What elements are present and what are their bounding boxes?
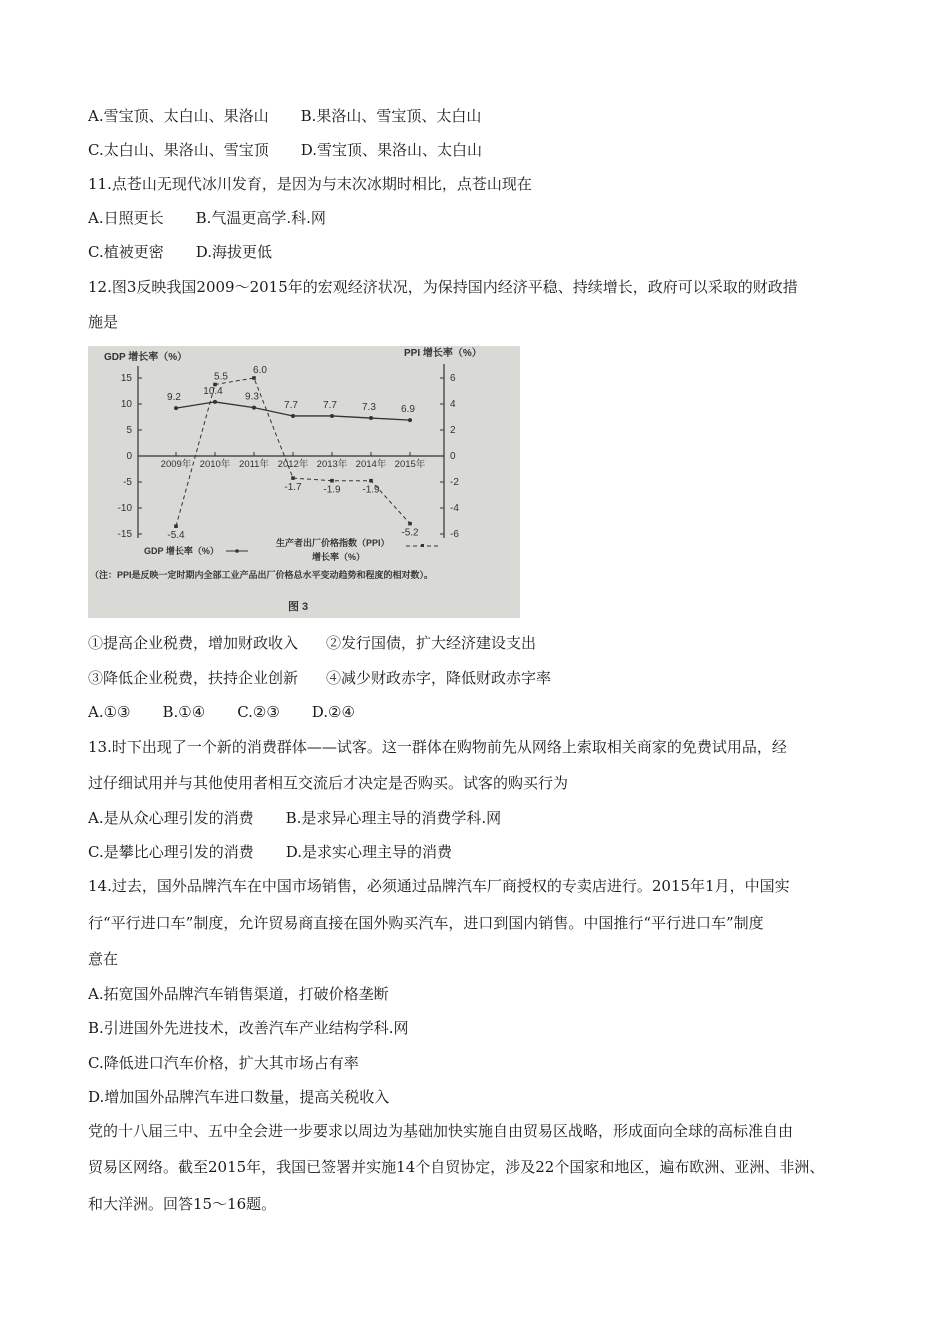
x-tick-label: 2015年 <box>394 459 426 470</box>
left-tick-label: -15 <box>117 529 132 540</box>
ppi-data-label: -1.7 <box>284 482 302 494</box>
right-axis-label: PPI 增长率（%） <box>404 348 482 359</box>
right-tick-label: 0 <box>450 451 456 462</box>
q12-item-2: ②发行国债，扩大经济建设支出 <box>326 634 537 652</box>
q10-options-row-1 <box>88 106 481 126</box>
q12-options <box>88 702 355 722</box>
q10-option-d[interactable]: D.雪宝顶、果洛山、太白山 <box>300 141 482 159</box>
passage-line-2: 贸易区网络。截至2015年，我国已签署并实施14个自贸协定，涉及22个国家和地区，遍布欧洲、亚洲、非洲、 <box>88 1158 825 1176</box>
ppi-data-label: -1.9 <box>323 484 341 496</box>
x-tick-label: 2011年 <box>239 459 269 470</box>
left-tick-label: -10 <box>117 503 132 514</box>
q12-item-1: ①提高企业税费，增加财政收入 <box>88 634 299 652</box>
gdp-data-label: 7.7 <box>284 399 298 411</box>
gdp-point <box>330 414 334 418</box>
left-axis-label: GDP 增长率（%） <box>104 352 188 363</box>
chart-note: （注：PPI是反映一定时期内全部工业产品出厂价格总水平变动趋势和程度的相对数）。 <box>90 570 434 580</box>
q12-items-row-1 <box>88 633 536 653</box>
gdp-data-label: 7.7 <box>323 399 337 411</box>
figure-caption: 图 3 <box>288 601 309 613</box>
x-tick-label: 2009年 <box>160 459 192 470</box>
right-tick-label: 6 <box>450 373 456 384</box>
q12-item-4: ④减少财政赤字，降低财政赤字率 <box>326 669 552 687</box>
gdp-data-label: 7.3 <box>362 402 376 414</box>
q13-options-row-2 <box>88 842 452 862</box>
q12-option-b[interactable]: B.①④ <box>162 703 206 721</box>
q11-option-c[interactable]: C.植被更密 <box>88 243 164 261</box>
q11-stem: 11.点苍山无现代冰川发育，是因为与末次冰期时相比，点苍山现在 <box>88 175 532 193</box>
q14-option-a[interactable]: A.拓宽国外品牌汽车销售渠道，打破价格垄断 <box>88 985 389 1003</box>
q13-stem-line-1: 13.时下出现了一个新的消费群体——试客。这一群体在购物前先从网络上索取相关商家的免费试用品，经 <box>88 738 787 756</box>
gdp-point <box>291 414 295 418</box>
passage-line-1: 党的十八届三中、五中全会进一步要求以周边为基础加快实施自由贸易区战略，形成面向全球的高标准自由 <box>88 1122 794 1140</box>
q14-option-b[interactable]: B.引进国外先进技术，改善汽车产业结构学科.网 <box>88 1019 409 1037</box>
right-tick-label: -6 <box>450 529 459 540</box>
q13-option-c[interactable]: C.是攀比心理引发的消费 <box>88 843 254 861</box>
right-tick-label: -4 <box>450 503 459 514</box>
legend-gdp-marker <box>235 549 239 553</box>
q13-option-a[interactable]: A.是从众心理引发的消费 <box>88 809 254 827</box>
gdp-point <box>408 418 412 422</box>
q10-option-b[interactable]: B.果洛山、雪宝顶、太白山 <box>300 107 482 125</box>
q13-option-d[interactable]: D.是求实心理主导的消费 <box>285 843 452 861</box>
q12-stem-line-1: 12.图3反映我国2009～2015年的宏观经济状况，为保持国内经济平稳、持续增长，政府可以采取的财政措 <box>88 278 798 296</box>
q13-stem-line-2: 过仔细试用并与其他使用者相互交流后才决定是否购买。试客的购买行为 <box>88 774 569 792</box>
q12-option-c[interactable]: C.②③ <box>237 703 280 721</box>
x-tick-label: 2012年 <box>277 459 309 470</box>
left-tick-label: 10 <box>120 399 132 410</box>
q13-options-row-1 <box>88 808 501 828</box>
legend-ppi-label-2: 增长率（%） <box>312 552 366 562</box>
ppi-point <box>252 376 256 380</box>
q12-item-3: ③降低企业税费，扶持企业创新 <box>88 669 299 687</box>
ppi-point <box>369 479 373 483</box>
q10-option-a[interactable]: A.雪宝顶、太白山、果洛山 <box>88 107 269 125</box>
ppi-data-label: -5.4 <box>167 530 185 542</box>
q13-option-b[interactable]: B.是求异心理主导的消费学科.网 <box>285 809 502 827</box>
figure-3-chart <box>88 346 520 618</box>
legend-ppi-marker <box>421 544 424 547</box>
left-tick-label: 0 <box>126 451 132 462</box>
q12-option-a[interactable]: A.①③ <box>88 703 131 721</box>
legend-gdp-label: GDP 增长率（%） <box>144 546 219 556</box>
gdp-data-label: 6.9 <box>401 404 415 416</box>
gdp-point <box>252 406 256 410</box>
left-tick-label: 5 <box>126 425 132 436</box>
gdp-ppi-chart <box>88 346 520 618</box>
q14-option-c[interactable]: C.降低进口汽车价格，扩大其市场占有率 <box>88 1054 359 1072</box>
gdp-data-label: 9.3 <box>245 391 259 403</box>
gdp-data-label: 10.4 <box>203 385 223 397</box>
right-tick-label: 2 <box>450 425 456 436</box>
ppi-point <box>291 476 295 480</box>
ppi-point <box>408 522 412 526</box>
q12-stem-line-2: 施是 <box>88 313 119 331</box>
ppi-data-label: 5.5 <box>214 371 228 383</box>
gdp-point <box>369 416 373 420</box>
passage-line-3: 和大洋洲。回答15～16题。 <box>88 1195 277 1213</box>
q11-option-b[interactable]: B.气温更高学.科.网 <box>195 209 326 227</box>
gdp-data-label: 9.2 <box>167 392 181 404</box>
legend-ppi-label-1: 生产者出厂价格指数（PPI） <box>276 538 390 548</box>
ppi-point <box>174 524 178 528</box>
q10-option-c[interactable]: C.太白山、果洛山、雪宝顶 <box>88 141 269 159</box>
right-tick-label: -2 <box>450 477 459 488</box>
q10-options-row-2 <box>88 140 482 160</box>
q14-stem-line-1: 14.过去，国外品牌汽车在中国市场销售，必须通过品牌汽车厂商授权的专卖店进行。2015年1月，中国实 <box>88 877 790 895</box>
ppi-data-label: -1.9 <box>362 484 380 496</box>
q12-option-d[interactable]: D.②④ <box>311 703 355 721</box>
q11-option-a[interactable]: A.日照更长 <box>88 209 164 227</box>
x-tick-label: 2010年 <box>199 459 231 470</box>
q11-option-d[interactable]: D.海拔更低 <box>195 243 272 261</box>
x-tick-label: 2014年 <box>355 459 387 470</box>
ppi-data-label: -5.2 <box>401 527 419 539</box>
q14-option-d[interactable]: D.增加国外品牌汽车进口数量，提高关税收入 <box>88 1088 390 1106</box>
gdp-point <box>213 400 217 404</box>
q14-stem-line-2: 行“平行进口车”制度，允许贸易商直接在国外购买汽车，进口到国内销售。中国推行“平行进口车”制度 <box>88 914 764 932</box>
q14-stem-line-3: 意在 <box>88 950 119 968</box>
q12-items-row-2 <box>88 668 551 688</box>
x-tick-label: 2013年 <box>316 459 348 470</box>
left-tick-label: 15 <box>120 373 132 384</box>
q11-options-row-2 <box>88 242 272 262</box>
left-tick-label: -5 <box>123 477 132 488</box>
ppi-point <box>330 479 334 483</box>
right-tick-label: 4 <box>450 399 456 410</box>
ppi-data-label: 6.0 <box>253 365 267 376</box>
q11-options-row-1 <box>88 208 326 228</box>
gdp-point <box>174 406 178 410</box>
